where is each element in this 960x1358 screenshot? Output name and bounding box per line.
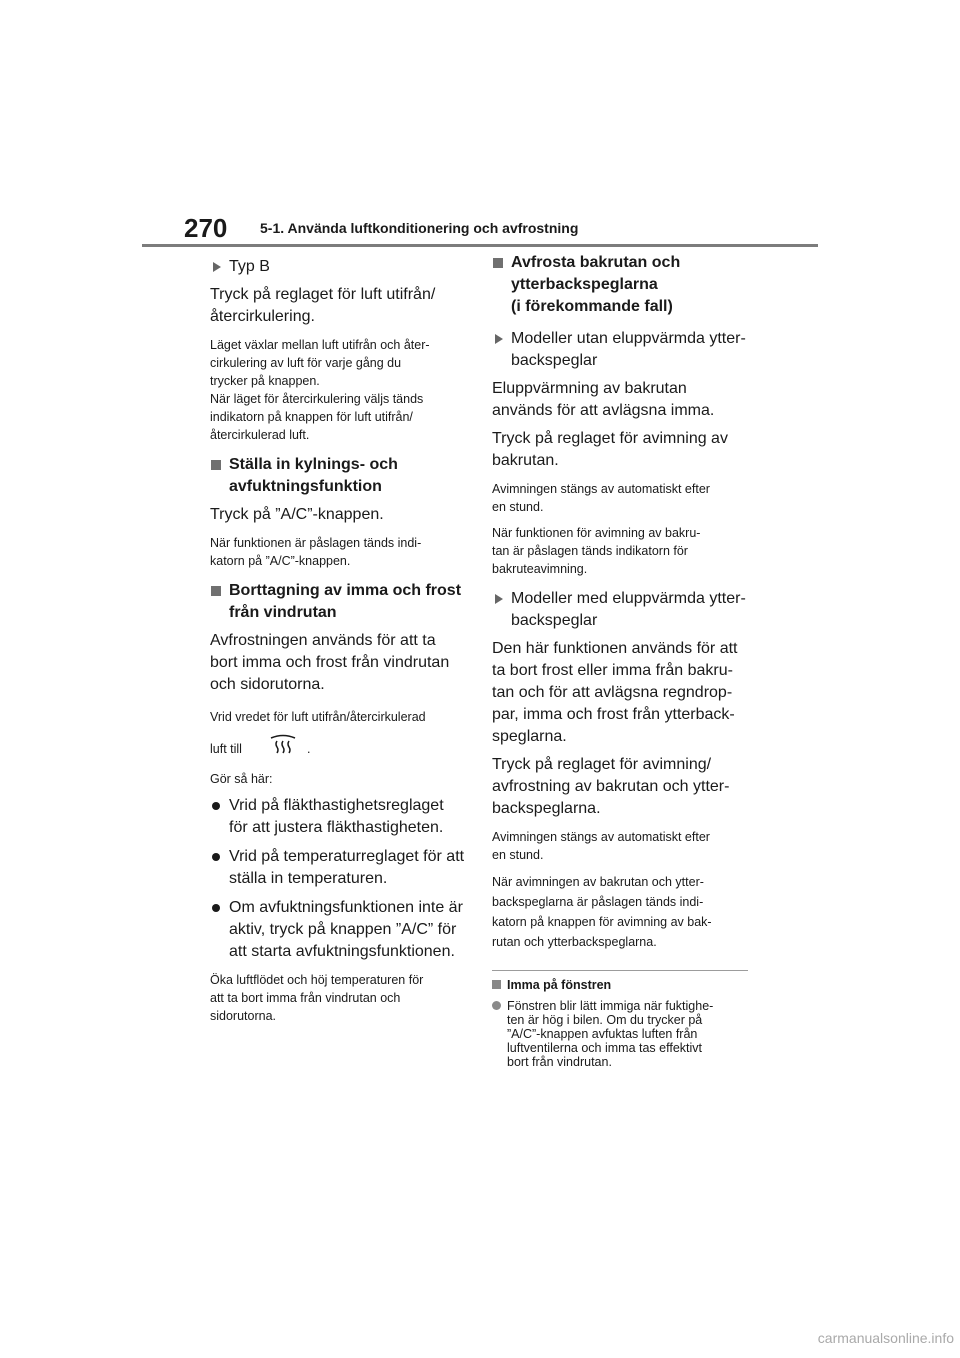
- note: Avimningen stängs av automatiskt efter en stund.: [492, 830, 710, 862]
- section-title: 5-1. Använda luftkonditionering och avfrostning: [260, 220, 579, 236]
- note-with-icon: [210, 732, 466, 766]
- note: Avimningen stängs av automatiskt efter en stund.: [492, 482, 710, 514]
- triangle-bullet-icon: [495, 334, 503, 344]
- heading-cooling: [210, 454, 466, 498]
- paragraph: Tryck på reglaget för avimning/ avfrostning av bakrutan och ytter- backspeglarna.: [492, 756, 730, 817]
- heading-text: Borttagning av imma och frost från vindrutan: [229, 582, 462, 621]
- subheading-text: Typ B: [229, 258, 270, 275]
- bullet-dot-icon: [212, 802, 220, 810]
- list-item-text: Vrid på temperaturreglaget för att ställa in temperaturen.: [229, 848, 465, 887]
- info-divider: [492, 970, 748, 971]
- square-bullet-icon: [211, 586, 221, 596]
- list-item: [210, 795, 466, 839]
- paragraph: Tryck på reglaget för avimning av bakrutan.: [492, 430, 728, 469]
- page-number: 270: [184, 213, 228, 243]
- info-item: [492, 999, 752, 1069]
- subheading-text: Modeller med eluppvärmda ytter- backspeglar: [511, 590, 746, 629]
- heading-text: Avfrosta bakrutan och ytterbackspeglarna (i förekommande fall): [511, 254, 681, 315]
- info-heading: [492, 977, 752, 993]
- note: När funktionen är påslagen tänds indi- katorn på ”A/C”-knappen.: [210, 536, 422, 568]
- list-item: [210, 897, 466, 963]
- paragraph: Den här funktionen används för att ta bort frost eller imma från bakru- tan och för att avlägsna regndrop- par, imma och frost från ytterback- speglarna.: [492, 640, 738, 745]
- square-bullet-icon: [211, 460, 221, 470]
- note: Läget växlar mellan luft utifrån och åter- cirkulering av luft för varje gång du trycker på knappen. När läget för återcirkulering väljs tänds indikatorn på knappen för luft utifrån/ återcirkulerad luft.: [210, 338, 430, 442]
- windshield-defrost-icon: [268, 732, 298, 760]
- bullet-dot-icon: [212, 904, 220, 912]
- list-item-text: Om avfuktningsfunktionen inte är aktiv, tryck på knappen ”A/C” för att starta avfuktningsfunktionen.: [229, 899, 463, 960]
- square-bullet-icon: [492, 980, 501, 989]
- note-text: luft till: [210, 742, 242, 756]
- list-item-text: Vrid på fläkthastighetsreglaget för att justera fläkthastigheten.: [229, 797, 444, 836]
- bullet-dot-icon: [492, 1001, 501, 1010]
- note: Gör så här:: [210, 772, 273, 786]
- paragraph: Tryck på ”A/C”-knappen.: [210, 506, 384, 523]
- triangle-bullet-icon: [495, 594, 503, 604]
- page-header: [142, 212, 818, 248]
- heading-text: Ställa in kylnings- och avfuktningsfunktion: [229, 456, 398, 495]
- subheading-with-heated-mirrors: [492, 588, 752, 632]
- triangle-bullet-icon: [213, 262, 221, 272]
- header-rule: [142, 244, 818, 247]
- bullet-dot-icon: [212, 853, 220, 861]
- left-column: [210, 252, 466, 1025]
- note: Öka luftflödet och höj temperaturen för att ta bort imma från vindrutan och sidorutorna.: [210, 973, 424, 1023]
- heading-defrost-windshield: [210, 580, 466, 624]
- note: När avimningen av bakrutan och ytter- backspeglarna är påslagen tänds indi- katorn på knappen för avimning av bak- rutan och ytterbackspeglarna.: [492, 875, 712, 949]
- subheading-without-heated-mirrors: [492, 328, 752, 372]
- subheading-typ-b: [210, 256, 466, 278]
- info-item-text: Fönstren blir lätt immiga när fuktighe- ten är hög i bilen. Om du trycker på ”A/C”-knappen avfuktas luften från luftventilerna och imma tas effektivt bort från vindrutan.: [507, 999, 714, 1069]
- info-heading-text: Imma på fönstren: [507, 978, 612, 992]
- paragraph: Eluppvärmning av bakrutan används för att avlägsna imma.: [492, 380, 715, 419]
- heading-defrost-rear: [492, 252, 752, 318]
- note: När funktionen för avimning av bakru- tan är påslagen tänds indikatorn för bakruteavimning.: [492, 526, 701, 576]
- watermark: carmanualsonline.info: [817, 1330, 954, 1346]
- paragraph: Tryck på reglaget för luft utifrån/ återcirkulering.: [210, 286, 436, 325]
- square-bullet-icon: [493, 258, 503, 268]
- subheading-text: Modeller utan eluppvärmda ytter- backspeglar: [511, 330, 746, 369]
- list-item: [210, 846, 466, 890]
- right-column: [492, 252, 752, 1069]
- note: Vrid vredet för luft utifrån/återcirkulerad: [210, 710, 426, 724]
- note-text-end: .: [307, 742, 311, 756]
- paragraph: Avfrostningen används för att ta bort imma och frost från vindrutan och sidorutorna.: [210, 632, 450, 693]
